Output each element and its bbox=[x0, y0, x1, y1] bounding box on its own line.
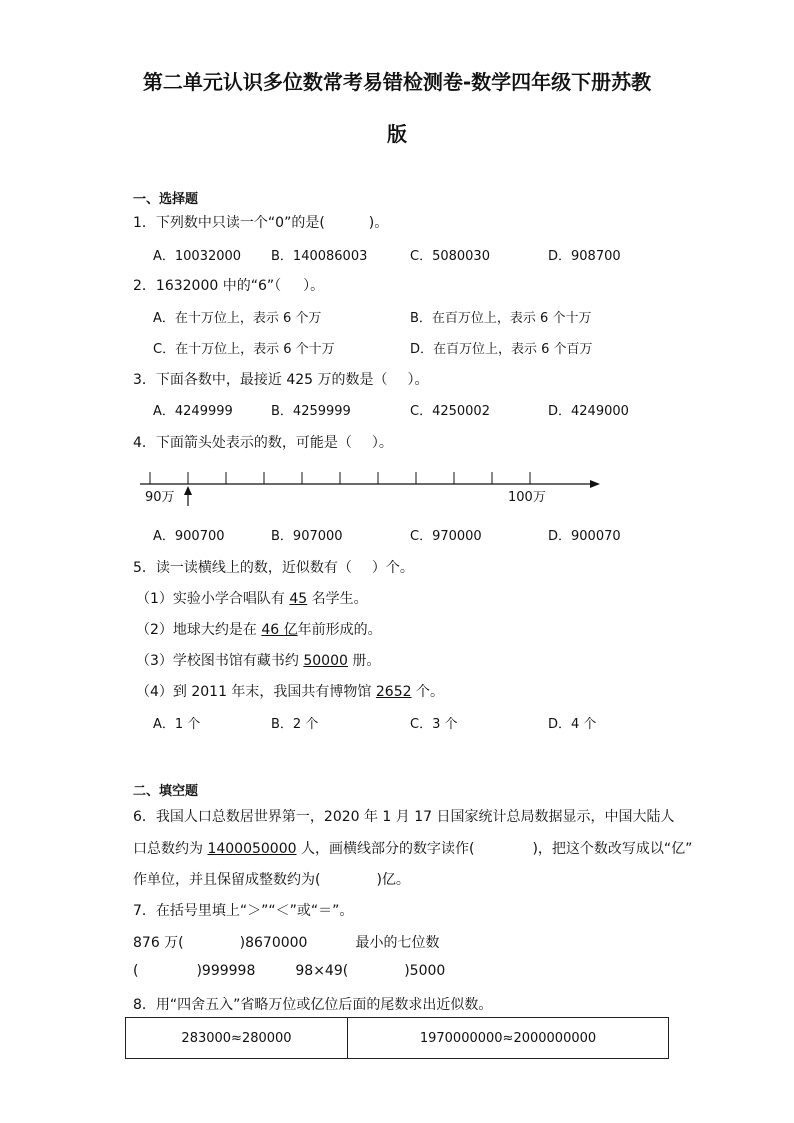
q1-stem bbox=[133, 212, 388, 232]
q5-option-d[interactable]: D．4 个 bbox=[548, 717, 597, 732]
q5-item-1-post: 名学生。 bbox=[307, 591, 368, 607]
q7-row-2-a: ( bbox=[133, 963, 139, 979]
q1-option-d[interactable]: D．908700 bbox=[548, 249, 621, 264]
q5-option-b[interactable]: B．2 个 bbox=[271, 717, 319, 732]
q3-option-d[interactable]: D．4249000 bbox=[548, 404, 629, 419]
q2-stem-text: 2．1632000 中的“6”（ bbox=[133, 278, 282, 294]
q7-row-1-a: 876 万( bbox=[133, 935, 184, 951]
table-row bbox=[126, 1018, 669, 1059]
q3-stem-end: ）。 bbox=[407, 372, 429, 388]
q6-line-3-end: )亿。 bbox=[376, 872, 410, 888]
title-line-1: 第二单元认识多位数常考易错检测卷-数学四年级下册苏教 bbox=[142, 70, 652, 94]
q7-row-2-c: 98×49( bbox=[295, 963, 349, 979]
q3-stem-text: 3．下面各数中，最接近 425 万的数是（ bbox=[133, 372, 388, 388]
q5-option-c[interactable]: C．3 个 bbox=[410, 717, 458, 732]
q6-line-2-pre: 口总数约为 bbox=[133, 841, 208, 857]
q5-item-4-pre: （4）到 2011 年末，我国共有博物馆 bbox=[136, 684, 376, 700]
q3-stem bbox=[133, 369, 429, 389]
q5-item-2-pre: （2）地球大约是在 bbox=[136, 622, 262, 638]
q5-item-3-pre: （3）学校图书馆有藏书约 bbox=[136, 653, 304, 669]
q2-stem-end: ）。 bbox=[303, 278, 325, 294]
q5-stem-text: 5．读一读横线上的数，近似数有（ bbox=[133, 560, 352, 576]
q1-stem-text: 1．下列数中只读一个“0”的是( bbox=[133, 215, 325, 231]
q5-item-2-post: 年前形成的。 bbox=[297, 622, 382, 638]
q5-item-3-number: 50000 bbox=[303, 653, 348, 669]
q6-line-2-mid: 人，画横线部分的数字读作( bbox=[296, 841, 475, 857]
q4-option-c[interactable]: C．970000 bbox=[410, 529, 482, 544]
q5-item-2 bbox=[136, 619, 382, 639]
q5-item-4 bbox=[136, 681, 444, 701]
q5-item-4-post: 个。 bbox=[411, 684, 444, 700]
q4-stem bbox=[133, 432, 393, 452]
q6-line-2-mid2: )，把这个数改写成以“亿” bbox=[532, 841, 693, 857]
q5-item-1 bbox=[136, 588, 368, 608]
q5-item-1-pre: （1）实验小学合唱队有 bbox=[136, 591, 290, 607]
q5-stem bbox=[133, 557, 414, 577]
number-line-arrowhead bbox=[590, 480, 600, 488]
q1-option-c[interactable]: C．5080030 bbox=[410, 249, 490, 264]
q6-line-2 bbox=[133, 838, 692, 858]
q3-option-c[interactable]: C．4250002 bbox=[410, 404, 490, 419]
page-title bbox=[110, 56, 684, 160]
q6-underlined-number: 1400050000 bbox=[207, 841, 297, 857]
q5-option-a[interactable]: A．1 个 bbox=[153, 717, 201, 732]
q2-option-b[interactable]: B．在百万位上，表示 6 个十万 bbox=[410, 311, 592, 326]
q7-row-1 bbox=[133, 932, 439, 952]
q3-option-b[interactable]: B．4259999 bbox=[271, 404, 351, 419]
section-fill-heading: 二、填空题 bbox=[133, 784, 199, 799]
q4-stem-text: 4．下面箭头处表示的数，可能是（ bbox=[133, 435, 352, 451]
q4-option-b[interactable]: B．907000 bbox=[271, 529, 343, 544]
q6-line-1: 6．我国人口总数居世界第一，2020 年 1 月 17 日国家统计总局数据显示，中国大陆人 bbox=[133, 809, 675, 825]
q7-row-1-b: )8670000 bbox=[239, 935, 308, 951]
q7-row-2 bbox=[133, 963, 445, 979]
pointer-arrow-icon bbox=[184, 486, 192, 495]
q6-line-3-pre: 作单位，并且保留成整数约为( bbox=[133, 872, 321, 888]
q4-option-d[interactable]: D．900070 bbox=[548, 529, 621, 544]
q4-option-a[interactable]: A．900700 bbox=[153, 529, 225, 544]
q5-item-4-number: 2652 bbox=[375, 684, 412, 700]
q8-cell-2: 1970000000≈2000000000 bbox=[348, 1018, 669, 1059]
q2-option-a[interactable]: A．在十万位上，表示 6 个万 bbox=[153, 311, 322, 326]
q7-row-1-c: 最小的七位数 bbox=[355, 935, 440, 951]
q2-stem bbox=[133, 275, 324, 295]
q3-option-a[interactable]: A．4249999 bbox=[153, 404, 233, 419]
q8-stem: 8．用“四舍五入”省略万位或亿位后面的尾数求出近似数。 bbox=[133, 997, 493, 1013]
q5-item-3-post: 册。 bbox=[347, 653, 381, 669]
q1-option-b[interactable]: B．140086003 bbox=[271, 249, 368, 264]
number-line-start-label: 90万 bbox=[145, 490, 175, 505]
q5-item-3 bbox=[136, 650, 380, 670]
q1-option-a[interactable]: A．10032000 bbox=[153, 249, 242, 264]
q7-stem: 7．在括号里填上“＞”“＜”或“＝”。 bbox=[133, 903, 354, 919]
number-line-end-label: 100万 bbox=[508, 490, 546, 505]
q8-table bbox=[125, 1017, 669, 1059]
title-line-2: 版 bbox=[387, 122, 407, 146]
q5-item-2-number: 46 亿 bbox=[261, 622, 298, 638]
q2-option-d[interactable]: D．在百万位上，表示 6 个百万 bbox=[410, 342, 593, 357]
q4-stem-end: ）。 bbox=[371, 435, 393, 451]
q5-stem-end: ）个。 bbox=[371, 560, 414, 576]
q2-option-c[interactable]: C．在十万位上，表示 6 个十万 bbox=[153, 342, 335, 357]
q7-row-2-d: )5000 bbox=[404, 963, 446, 979]
q8-cell-1: 283000≈280000 bbox=[126, 1018, 348, 1059]
q6-line-3 bbox=[133, 869, 410, 889]
section-choice-heading: 一、选择题 bbox=[133, 192, 199, 207]
q5-item-1-number: 45 bbox=[289, 591, 308, 607]
q7-row-2-b: )999998 bbox=[196, 963, 256, 979]
q1-stem-end: )。 bbox=[368, 215, 389, 231]
